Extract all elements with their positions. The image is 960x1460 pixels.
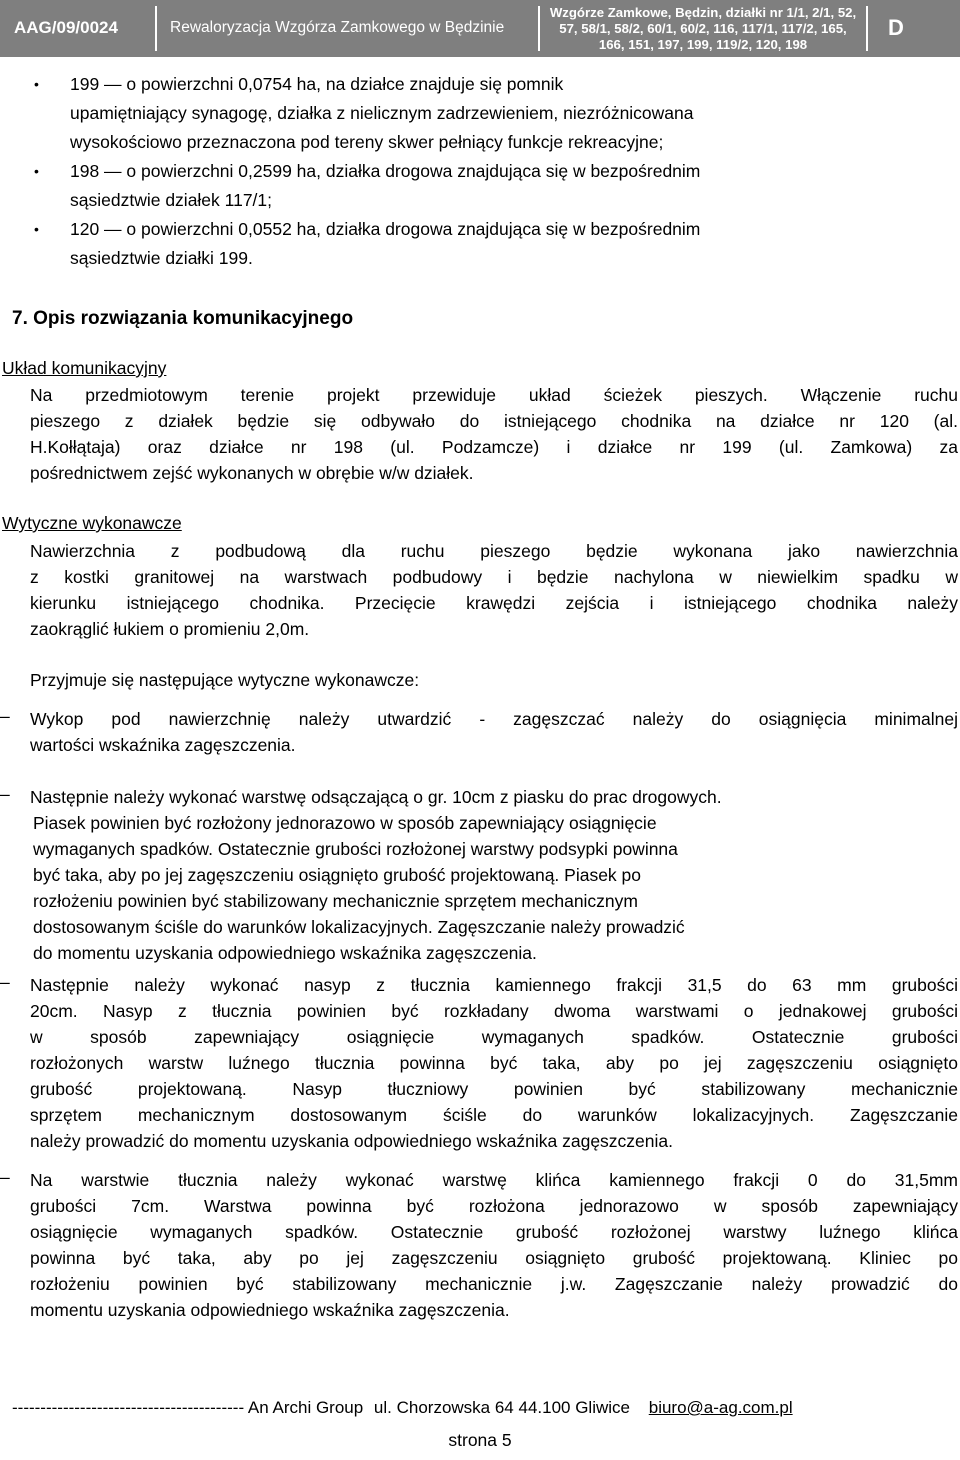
- paragraph-uklad: [30, 382, 958, 486]
- text-line: upamiętniający synagogę, działka z nielicznym zadrzewieniem, niezróżnicowana: [70, 103, 694, 123]
- text-line: być taka, aby po jej zagęszczeniu osiągnięto grubość projektowaną. Piasek po: [33, 865, 642, 885]
- text-line: sąsiedztwie działki 199.: [70, 248, 253, 268]
- bullet-marker: •: [34, 221, 39, 237]
- guideline-item: [30, 1167, 958, 1323]
- bullet-item-199: [70, 70, 694, 157]
- text-line: w sposób zapewniający osiągnięcie wymaganych spadków. Ostatecznie grubości: [30, 1027, 958, 1047]
- text-line: Nawierzchnia z podbudową dla ruchu pieszego będzie wykonana jako nawierzchnia: [30, 541, 958, 561]
- text-line: osiągnięcie wymaganych spadków. Ostatecznie grubość rozłożonej warstwy luźnego klińca: [30, 1222, 958, 1242]
- project-title: Rewaloryzacja Wzgórza Zamkowego w Będzinie: [170, 19, 505, 36]
- section-letter: D: [888, 15, 904, 40]
- text-line: Na przedmiotowym terenie projekt przewiduje układ ścieżek pieszych. Włączenie ruchu: [30, 385, 958, 405]
- footer-company: An Archi Group: [247, 1398, 364, 1417]
- text-line: rozłożeniu powinien być stabilizowany mechanicznie j.w. Zagęszczanie należy prowadzić do: [30, 1274, 958, 1294]
- dash-marker: –: [0, 1167, 10, 1187]
- dash-marker: –: [0, 972, 10, 992]
- subsection-title-wytyczne: Wytyczne wykonawcze: [2, 513, 182, 533]
- text-line: Wykop pod nawierzchnię należy utwardzić - zagęszczać należy do osiągnięcia minimalnej: [30, 709, 958, 729]
- guideline-item: [30, 784, 722, 966]
- text-line: momentu uzyskania odpowiedniego wskaźnika zagęszczenia.: [30, 1300, 510, 1320]
- page-header: [0, 0, 960, 57]
- text-line: Następnie należy wykonać warstwę odsączającą o gr. 10cm z piasku do prac drogowych.: [30, 787, 722, 807]
- text-line: rozłożonych warstw luźnego tłucznia powinna być taka, aby po jej zagęszczeniu osiągnięto: [30, 1053, 958, 1073]
- text-line: dostosowanym ściśle do warunków lokalizacyjnych. Zagęszczanie należy prowadzić: [33, 917, 685, 937]
- footer-address: ul. Chorzowska 64 44.100 Gliwice: [373, 1398, 630, 1417]
- text-line: 199 — o powierzchni 0,0754 ha, na działce znajduje się pomnik: [70, 74, 564, 94]
- plot-numbers: [548, 5, 858, 53]
- text-line: wartości wskaźnika zagęszczenia.: [30, 735, 296, 755]
- footer-dashes: -----------------------------------------: [12, 1398, 245, 1417]
- text-line: Następnie należy wykonać nasyp z tłucznia kamiennego frakcji 31,5 do 63 mm grubości: [30, 975, 958, 995]
- text-line: z kostki granitowej na warstwach podbudowy i będzie nachylona w niewielkim spadku w: [30, 567, 958, 587]
- bullet-item-120: [70, 215, 700, 273]
- text-line: wysokościowo przeznaczona pod tereny skwer pełniący funkcje rekreacyjne;: [70, 132, 664, 152]
- text-line: należy prowadzić do momentu uzyskania odpowiedniego wskaźnika zagęszczenia.: [30, 1131, 673, 1151]
- text-line: powinna być taka, aby po jej zagęszczeniu osiągnięto grubość projektowaną. Kliniec po: [30, 1248, 958, 1268]
- text-line: Piasek powinien być rozłożony jednorazowo w sposób zapewniający osiągnięcie: [33, 813, 657, 833]
- plot-numbers-line: Wzgórze Zamkowe, Będzin, działki nr 1/1, 2/1, 52,: [549, 5, 857, 20]
- text-line: sąsiedztwie działek 117/1;: [70, 190, 273, 210]
- header-divider: [155, 6, 157, 51]
- header-divider: [538, 6, 540, 51]
- text-line: 20cm. Nasyp z tłucznia powinien być rozkładany dwoma warstwami o jednakowej grubości: [30, 1001, 958, 1021]
- guideline-item: [30, 972, 958, 1154]
- text-line: do momentu uzyskania odpowiedniego wskaźnika zagęszczenia.: [33, 943, 537, 963]
- guidelines-intro: Przyjmuje się następujące wytyczne wykonawcze:: [30, 670, 420, 690]
- text-line: grubość projektowaną. Nasyp tłuczniowy powinien być stabilizowany mechanicznie: [30, 1079, 958, 1099]
- page-number: strona 5: [448, 1430, 512, 1450]
- plot-numbers-line: 166, 151, 197, 199, 119/2, 120, 198: [598, 37, 808, 52]
- subsection-title-uklad: Układ komunikacyjny: [2, 358, 167, 378]
- paragraph-wytyczne: [30, 538, 958, 642]
- text-line: 198 — o powierzchni 0,2599 ha, działka drogowa znajdująca się w bezpośrednim: [70, 161, 701, 181]
- text-line: sprzętem mechanicznym dostosowanym ściśle do warunków lokalizacyjnych. Zagęszczanie: [30, 1105, 958, 1125]
- footer-email-link[interactable]: biuro@a-ag.com.pl: [648, 1398, 793, 1417]
- text-line: kierunku istniejącego chodnika. Przecięcie krawędzi zejścia i istniejącego chodnika należy: [30, 593, 958, 613]
- text-line: H.Kołłątaja) oraz działce nr 198 (ul. Podzamcze) i działce nr 199 (ul. Zamkowa) za: [30, 437, 958, 457]
- dash-marker: –: [0, 706, 10, 726]
- text-line: Na warstwie tłucznia należy wykonać warstwę klińca kamiennego frakcji 0 do 31,5mm: [30, 1170, 958, 1190]
- bullet-item-198: [70, 157, 700, 215]
- page-footer: [12, 1398, 950, 1418]
- bullet-marker: •: [34, 76, 39, 92]
- text-line: pośrednictwem zejść wykonanych w obrębie w/w działek.: [30, 463, 474, 483]
- text-line: rozłożeniu powinien być stabilizowany mechanicznie sprzętem mechanicznym: [33, 891, 638, 911]
- dash-marker: –: [0, 784, 10, 804]
- text-line: grubości 7cm. Warstwa powinna być rozłożona jednorazowo w sposób zapewniający: [30, 1196, 958, 1216]
- guideline-item: [30, 706, 958, 758]
- bullet-marker: •: [34, 163, 39, 179]
- section-heading: 7. Opis rozwiązania komunikacyjnego: [12, 308, 354, 329]
- text-line: pieszego z działek będzie się odbywało do istniejącego chodnika na działce nr 120 (al.: [30, 411, 958, 431]
- header-divider: [866, 6, 868, 51]
- text-line: 120 — o powierzchni 0,0552 ha, działka drogowa znajdująca się w bezpośrednim: [70, 219, 701, 239]
- project-code: AAG/09/0024: [14, 18, 118, 37]
- text-line: wymaganych spadków. Ostatecznie grubości rozłożonej warstwy podsypki powinna: [33, 839, 678, 859]
- plot-numbers-line: 57, 58/1, 58/2, 60/1, 60/2, 116, 117/1, 117/2, 165,: [559, 21, 847, 36]
- text-line: zaokrąglić łukiem o promieniu 2,0m.: [30, 619, 310, 639]
